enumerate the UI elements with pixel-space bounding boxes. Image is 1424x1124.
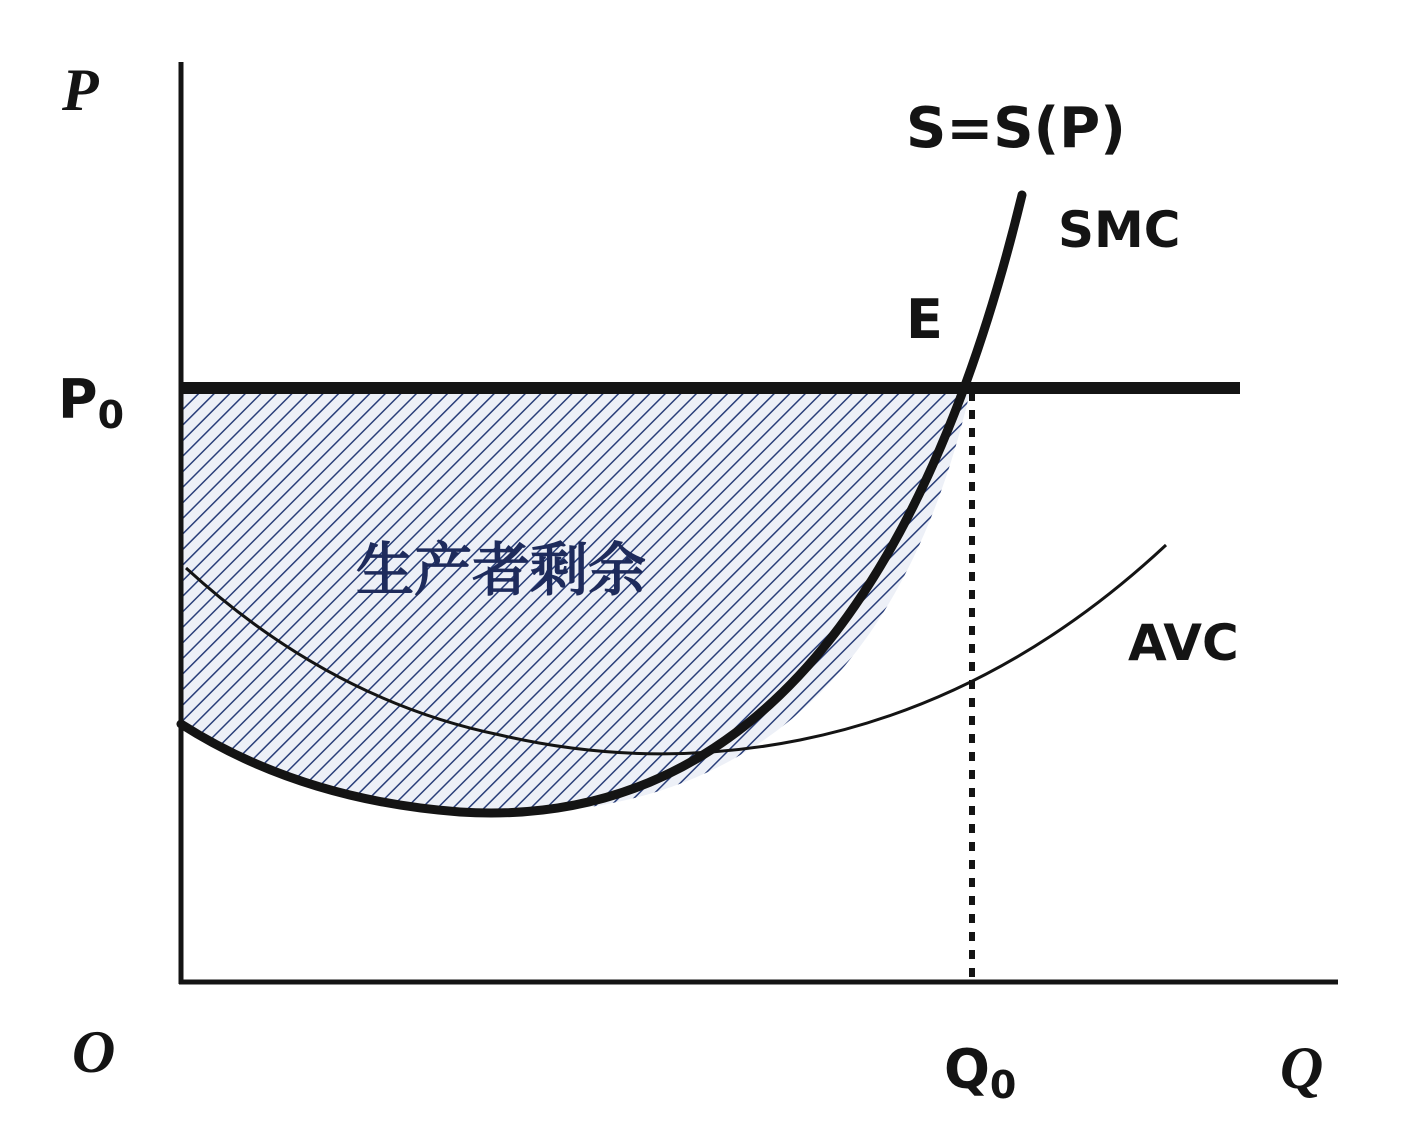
price-label-sub: 0 [97, 393, 125, 437]
smc-label: SMC [1058, 201, 1181, 259]
supply-function-label: S=S(P) [906, 96, 1126, 161]
x-axis-label: Q [1280, 1035, 1324, 1101]
quantity-label-q0 [944, 1038, 1016, 1107]
quantity-label-sub: 0 [989, 1063, 1017, 1107]
origin-label: O [72, 1019, 116, 1085]
quantity-label-main: Q [944, 1038, 990, 1101]
equilibrium-label: E [906, 288, 943, 351]
y-axis-label: P [62, 57, 99, 123]
price-label-p0 [58, 368, 124, 437]
producer-surplus-label: 生产者剩余 [356, 536, 647, 604]
avc-label: AVC [1128, 614, 1239, 672]
price-label-main: P [58, 368, 98, 431]
